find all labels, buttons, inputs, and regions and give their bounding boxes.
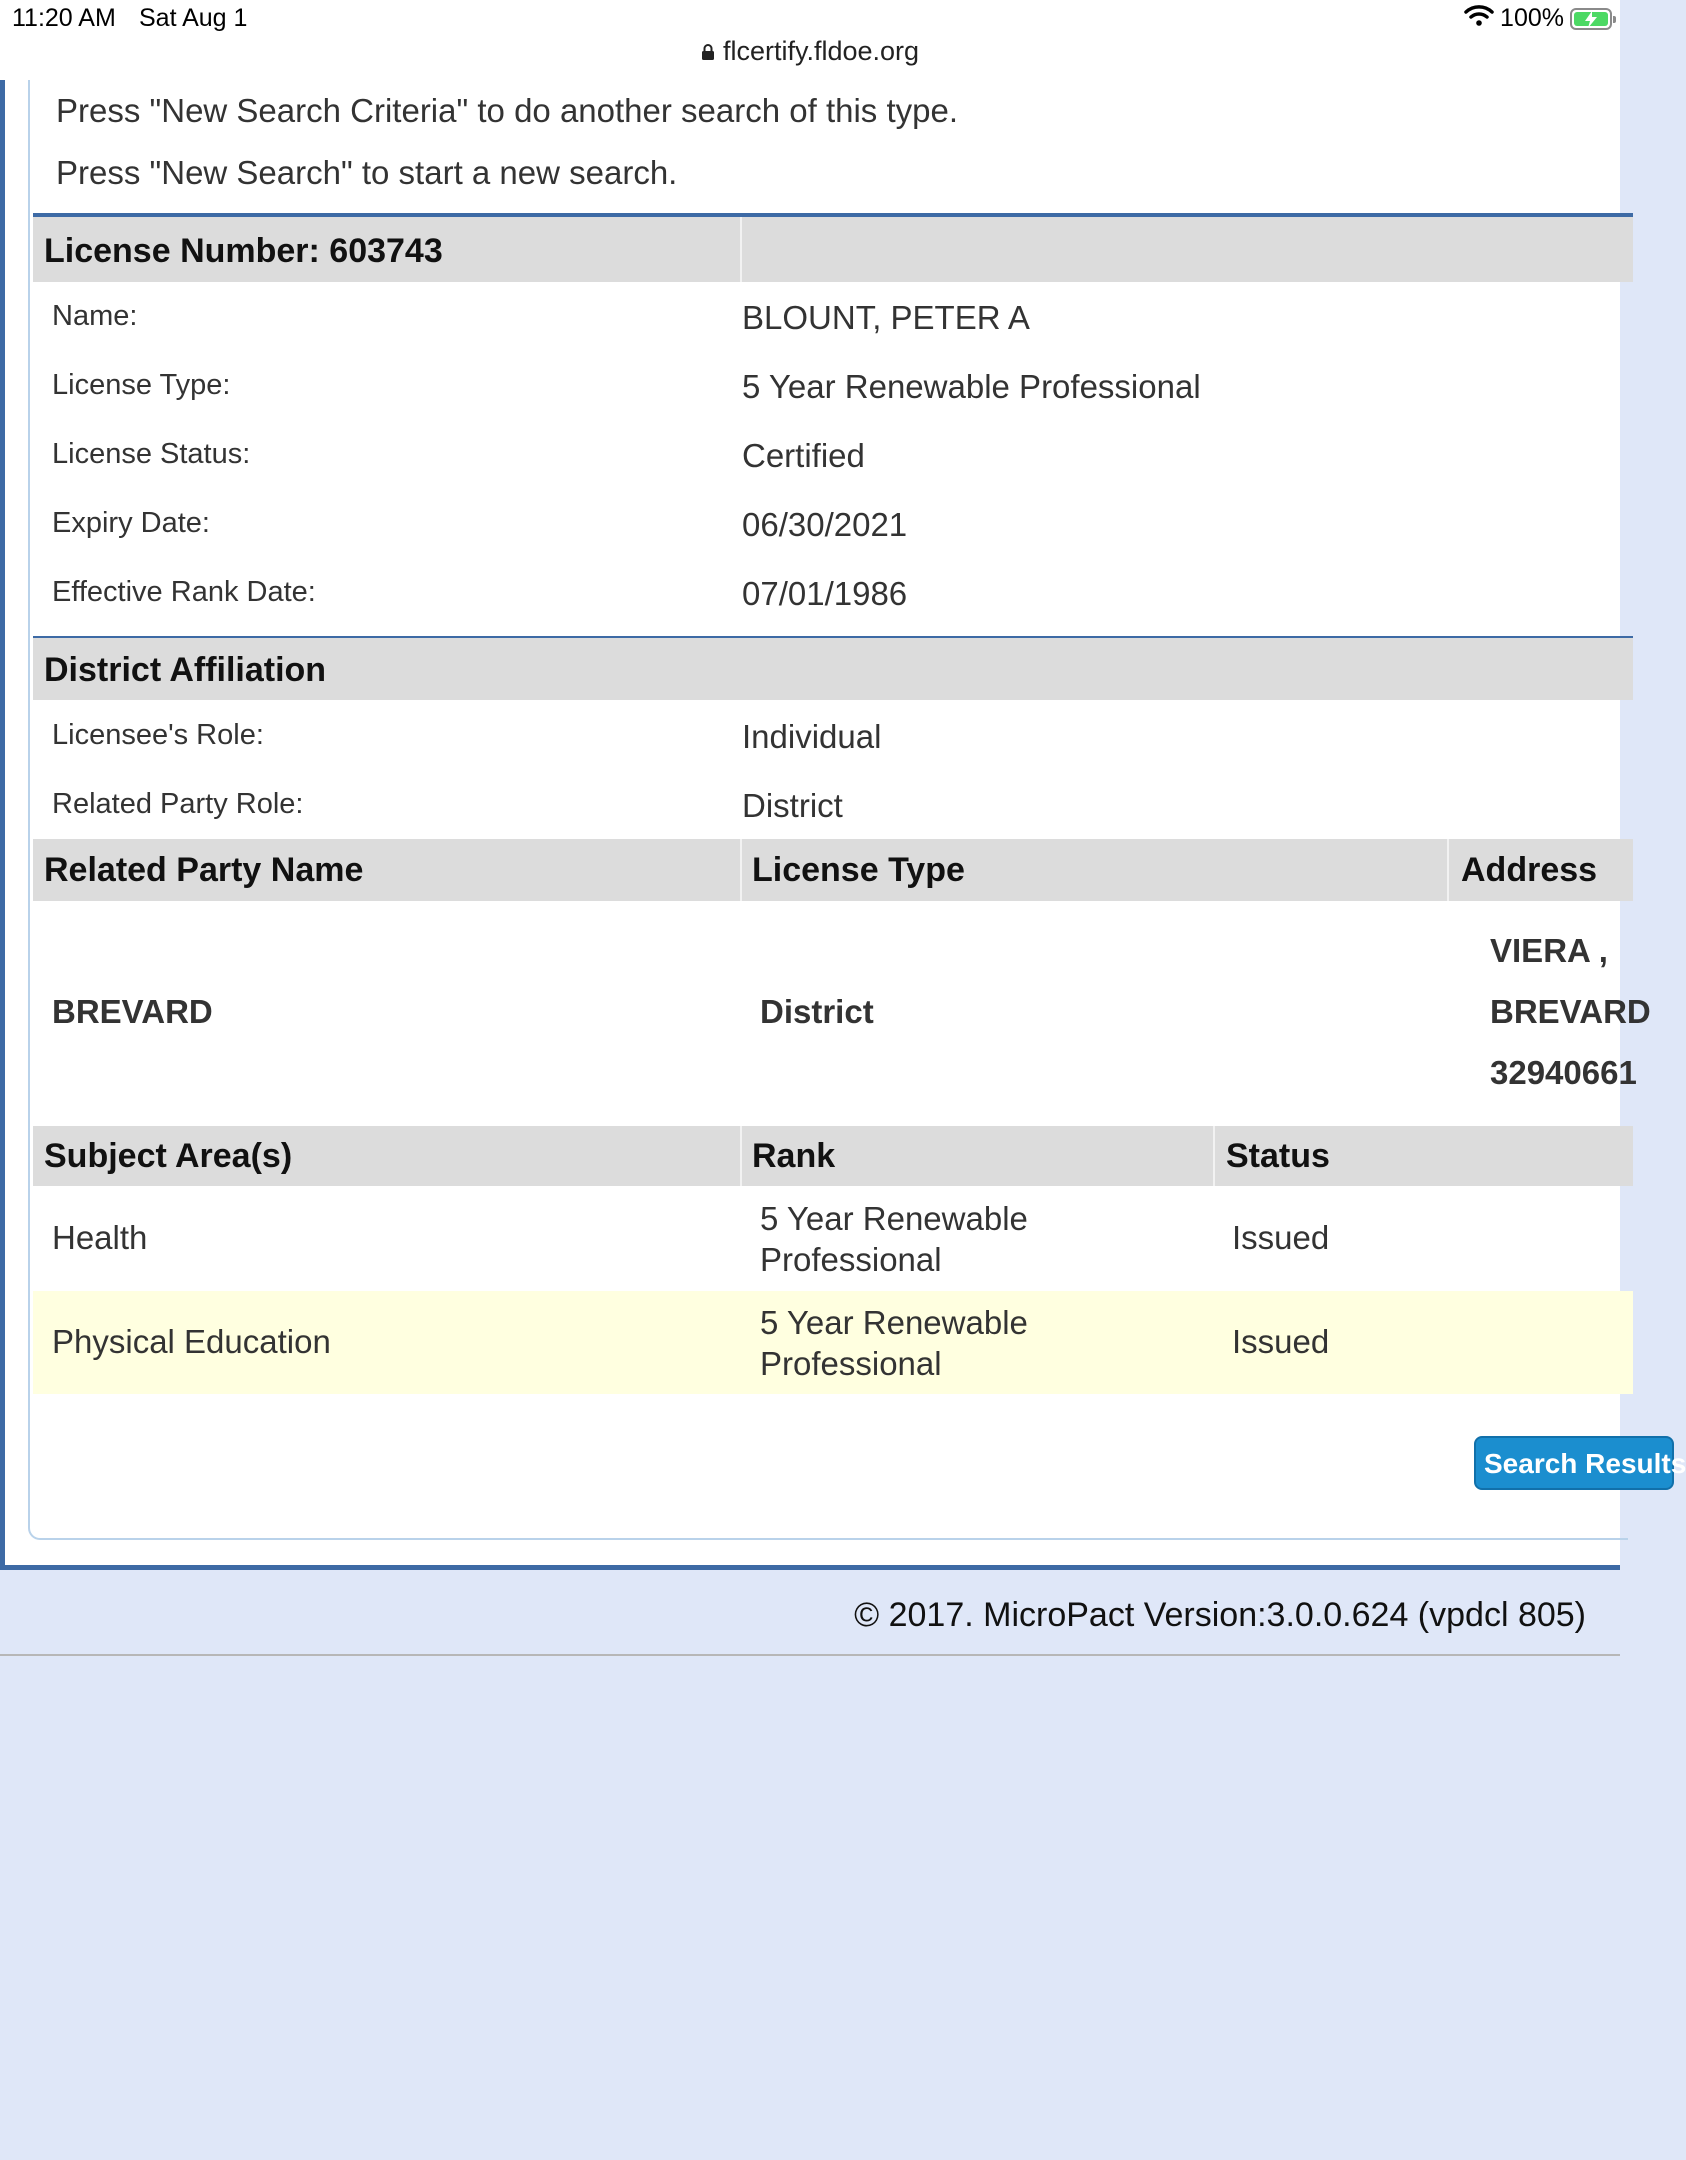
expiry-date-value: 06/30/2021 <box>742 506 908 543</box>
address-bar[interactable] <box>0 36 1620 68</box>
expiry-date-label: Expiry Date: <box>52 507 210 539</box>
effective-rank-date-label: Effective Rank Date: <box>52 576 316 608</box>
clock: 11:20 AM <box>12 4 116 32</box>
rank-line: Professional <box>760 1345 942 1382</box>
name-value: BLOUNT, PETER A <box>742 299 1030 336</box>
rank-line: Professional <box>760 1241 942 1278</box>
licensee-role-value: Individual <box>742 718 882 755</box>
date: Sat Aug 1 <box>139 4 248 32</box>
url-text: flcertify.fldoe.org <box>722 36 920 66</box>
column-header-rank: Rank <box>752 1137 836 1175</box>
column-header-address: Address <box>1461 851 1598 889</box>
license-type-label: License Type: <box>52 369 231 401</box>
related-party-name: BREVARD <box>52 993 213 1030</box>
license-type-value: 5 Year Renewable Professional <box>742 368 1201 405</box>
address-line: VIERA , <box>1490 932 1608 969</box>
related-party-role-value: District <box>742 787 843 824</box>
battery-icon <box>1570 8 1612 30</box>
instruction-new-search: Press "New Search" to start a new search. <box>56 154 678 191</box>
name-label: Name: <box>52 300 138 332</box>
footer-version: © 2017. MicroPact Version:3.0.0.624 (vpdcl 805) <box>854 1596 1586 1634</box>
subject-name: Health <box>52 1219 148 1256</box>
column-header-status: Status <box>1226 1137 1330 1175</box>
subject-status: Issued <box>1232 1323 1330 1360</box>
licensee-role-label: Licensee's Role: <box>52 719 264 751</box>
status-bar <box>0 0 1620 81</box>
license-number-heading: License Number: 603743 <box>44 232 443 270</box>
related-party-license-type: District <box>760 993 874 1030</box>
status-indicators <box>1464 4 1612 33</box>
divider <box>0 1654 1620 1656</box>
subject-status: Issued <box>1232 1219 1330 1256</box>
district-affiliation-heading: District Affiliation <box>44 651 327 689</box>
battery-percent: 100% <box>1500 4 1564 32</box>
column-header-license-type: License Type <box>752 851 965 889</box>
address-line: BREVARD <box>1490 993 1651 1030</box>
address-line: 32940661 <box>1490 1054 1637 1091</box>
subject-rank <box>760 1302 1028 1384</box>
instruction-new-search-criteria: Press "New Search Criteria" to do another search of this type. <box>56 92 959 129</box>
column-header-subject-area: Subject Area(s) <box>44 1137 293 1175</box>
rank-line: 5 Year Renewable <box>760 1304 1028 1341</box>
lock-icon <box>701 37 715 68</box>
rank-line: 5 Year Renewable <box>760 1200 1028 1237</box>
column-header-related-party-name: Related Party Name <box>44 851 364 889</box>
search-results-button[interactable]: Search Results <box>1474 1436 1674 1490</box>
related-party-role-label: Related Party Role: <box>52 788 304 820</box>
license-status-label: License Status: <box>52 438 251 470</box>
license-status-value: Certified <box>742 437 865 474</box>
subject-rank <box>760 1198 1028 1280</box>
effective-rank-date-value: 07/01/1986 <box>742 575 908 612</box>
wifi-icon <box>1464 4 1494 33</box>
subject-name: Physical Education <box>52 1323 331 1360</box>
